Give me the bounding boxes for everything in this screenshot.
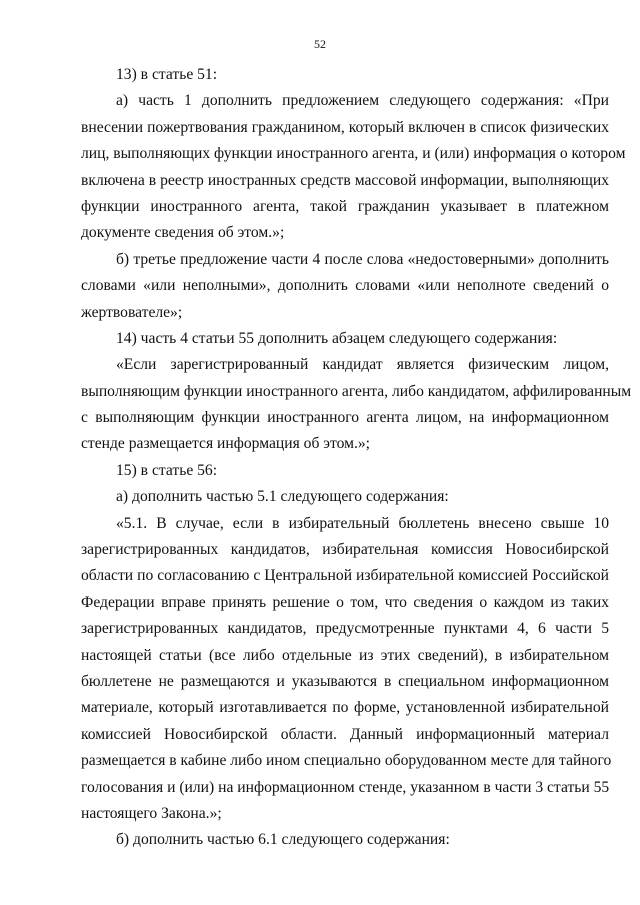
text-line: жертвователе»; <box>81 303 183 321</box>
paragraph <box>81 511 612 828</box>
text-line: а) дополнить частью 5.1 следующего содержания: <box>116 488 449 506</box>
text-line: бюллетене не размещаются и указываются в специальном информационном <box>81 672 609 690</box>
text-line: материале, который изготавливается по форме, установленной избирательной <box>81 699 609 717</box>
text-line: области по согласованию с Центральной избирательной комиссией Российской <box>81 567 609 585</box>
text-line: «5.1. В случае, если в избирательный бюллетень внесено свыше 10 <box>116 514 609 532</box>
text-line: включена в реестр иностранных средств массовой информации, выполняющих <box>81 171 609 189</box>
text-line: настоящего Закона.»; <box>81 804 222 822</box>
text-line: документе сведения об этом.»; <box>81 224 285 242</box>
text-line: словами «или неполными», дополнить словами «или неполноте сведений о <box>81 277 609 295</box>
text-line: а) часть 1 дополнить предложением следующего содержания: «При <box>116 92 609 110</box>
paragraph <box>81 247 609 326</box>
text-line: голосования и (или) на информационном стенде, указанном в части 3 статьи 55 <box>81 778 610 796</box>
text-line: «Если зарегистрированный кандидат является физическим лицом, <box>116 356 609 374</box>
text-line: размещается в кабине либо ином специально оборудованном месте для тайного <box>81 752 612 770</box>
text-line: зарегистрированных кандидатов, избирательная комиссия Новосибирской <box>81 541 609 559</box>
text-line: 15) в статье 56: <box>116 461 218 479</box>
text-line: настоящей статьи (все либо отдельные из этих сведений), в избирательном <box>81 646 609 664</box>
text-line: выполняющим функции иностранного агента, либо кандидатом, аффилированным <box>81 382 632 400</box>
paragraph <box>81 326 609 352</box>
text-line: 13) в статье 51: <box>116 66 218 83</box>
text-line: б) дополнить частью 6.1 следующего содержания: <box>116 831 450 849</box>
document-body <box>81 62 632 854</box>
page-number: 52 <box>314 37 326 51</box>
paragraph <box>81 88 626 246</box>
text-line: лиц, выполняющих функции иностранного агента, и (или) информация о котором <box>81 145 626 163</box>
text-line: б) третье предложение части 4 после слова «недостоверными» дополнить <box>116 250 609 268</box>
text-line: комиссией Новосибирской области. Данный информационный материал <box>81 725 609 743</box>
text-line: стенде размещается информация об этом.»; <box>81 435 370 453</box>
text-line: зарегистрированных кандидатов, предусмотренные пунктами 4, 6 части 5 <box>81 620 609 638</box>
text-line: функции иностранного агента, такой гражданин указывает в платежном <box>81 197 609 215</box>
text-line: 14) часть 4 статьи 55 дополнить абзацем следующего содержания: <box>116 329 558 347</box>
paragraph <box>81 484 609 510</box>
text-line: Федерации вправе принять решение о том, что сведения о каждом из таких <box>81 593 609 611</box>
text-line: с выполняющим функции иностранного агента лицом, на информационном <box>81 409 609 427</box>
paragraph <box>81 827 609 853</box>
paragraph <box>81 458 609 484</box>
text-line: внесении пожертвования гражданином, который включен в список физических <box>81 118 609 136</box>
paragraph <box>81 352 632 458</box>
paragraph <box>81 62 609 88</box>
